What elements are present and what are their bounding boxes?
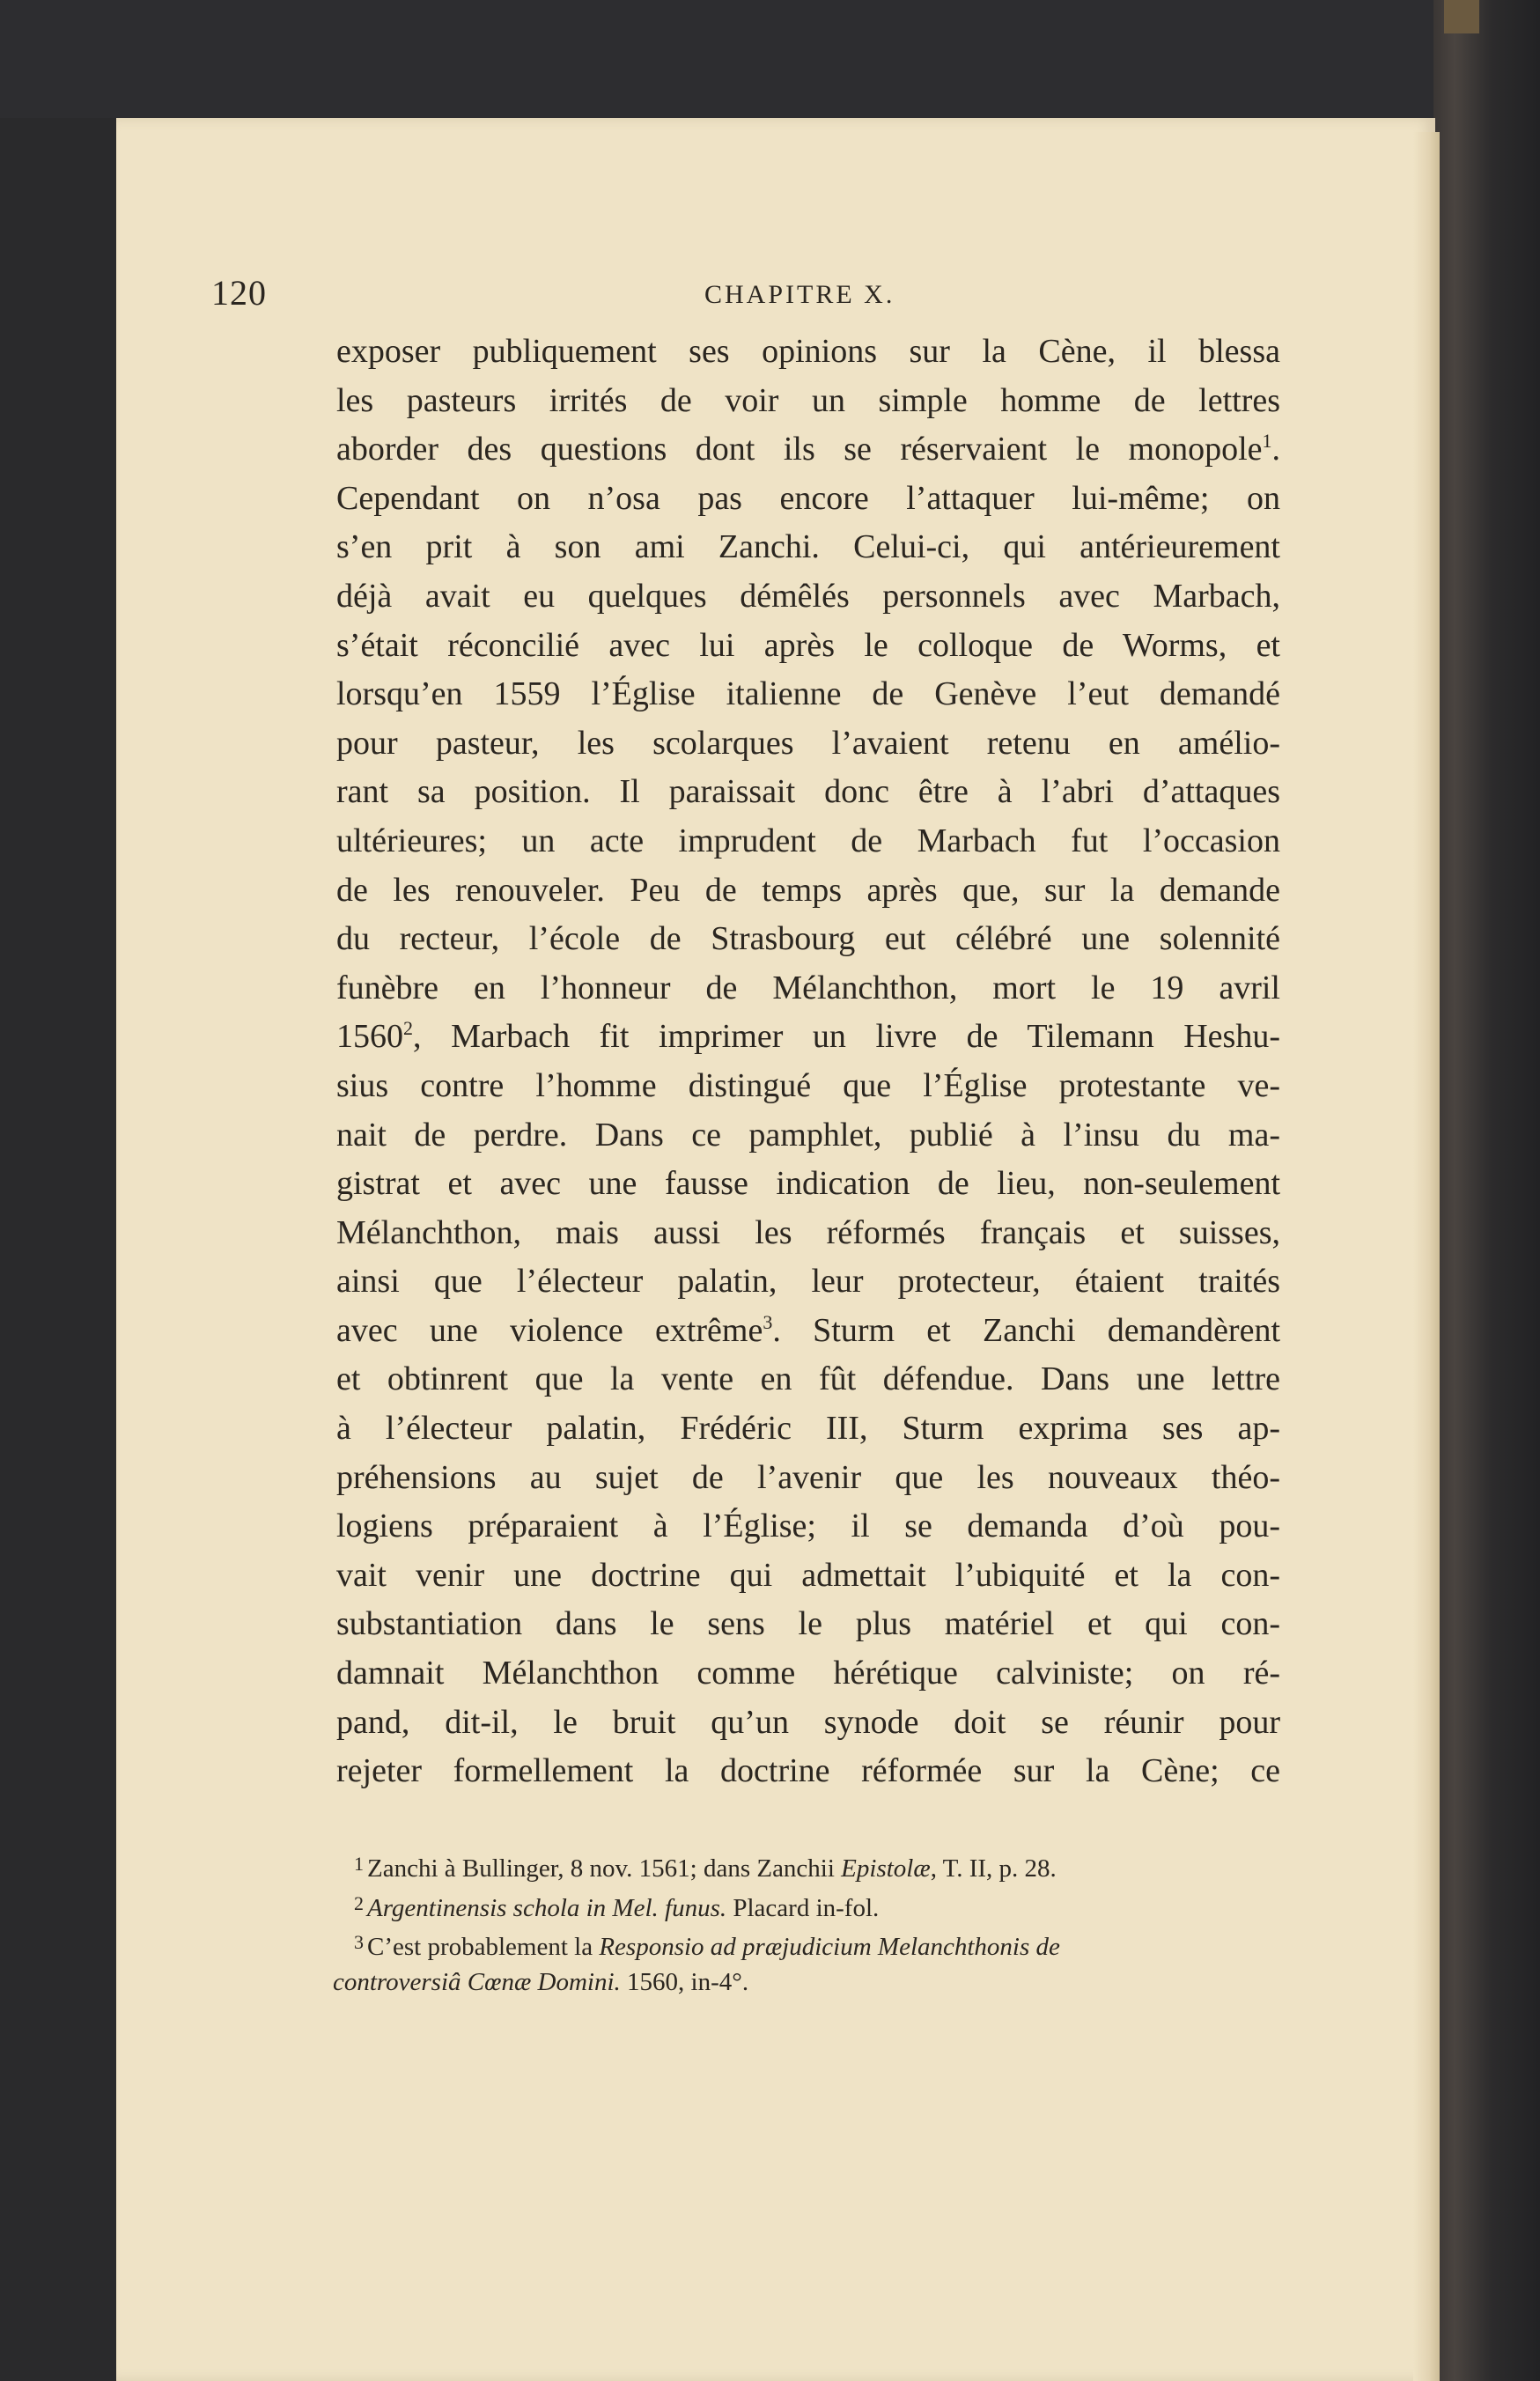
text-segment: aborder des questions dont ils se réservaient le monopole	[336, 431, 1263, 468]
footnote-title: Responsio ad præjudicium Melanchthonis de	[599, 1933, 1060, 1961]
text-line: nait de perdre. Dans ce pamphlet, publié à l’insu du ma-	[336, 1116, 1280, 1154]
text-line: ultérieures; un acte imprudent de Marbach fut l’occasion	[336, 822, 1280, 859]
text-line: du recteur, l’école de Strasbourg eut célébré une solennité	[336, 920, 1280, 958]
footnote-mark: 3	[354, 1931, 364, 1953]
footnote-title: controversiâ Cœnæ Domini.	[333, 1967, 621, 1996]
text-line: pand, dit-il, le bruit qu’un synode doit se réunir pour	[336, 1703, 1280, 1741]
text-line: rant sa position. Il paraissait donc être à l’abri d’attaques	[336, 773, 1280, 811]
note-mark-3: 3	[763, 1310, 773, 1333]
footnote-text: Zanchi à Bullinger, 8 nov. 1561; dans Zanchii	[367, 1854, 835, 1883]
footnote-text: C’est probablement la	[367, 1933, 593, 1961]
footnote-text: Placard in-fol.	[733, 1893, 880, 1922]
page-number: 120	[211, 273, 267, 313]
text-line: gistrat et avec une fausse indication de lieu, non-seulement	[336, 1165, 1280, 1203]
text-line: vait venir une doctrine qui admettait l’ubiquité et la con-	[336, 1556, 1280, 1594]
note-mark-2: 2	[403, 1017, 413, 1040]
text-line: sius contre l’homme distingué que l’Église protestante ve-	[336, 1066, 1280, 1104]
text-line: funèbre en l’honneur de Mélanchthon, mort le 19 avril	[336, 969, 1280, 1006]
text-segment: Sturm et Zanchi demandèrent	[813, 1311, 1281, 1349]
running-head-chapter: CHAPITRE X.	[704, 280, 895, 309]
footnote-title: Argentinensis schola in Mel. funus.	[367, 1893, 727, 1922]
text-line: pour pasteur, les scolarques l’avaient retenu en amélio-	[336, 724, 1280, 762]
footnote-2	[354, 1884, 1291, 1924]
text-line: déjà avait eu quelques démêlés personnels avec Marbach,	[336, 577, 1280, 615]
text-line: substantiation dans le sens le plus matériel et qui con-	[336, 1605, 1280, 1643]
text-line: 1560$^2$, Marbach fit imprimer un livre de Tilemann Heshu-	[336, 1017, 1280, 1056]
text-segment: .	[1271, 431, 1280, 468]
spine-tab	[1444, 0, 1479, 33]
footnote-text: , T. II, p. 28.	[930, 1854, 1057, 1883]
footnote-mark: 2	[354, 1891, 364, 1914]
text-segment: Marbach fit imprimer un livre de Tilemann Heshu-	[451, 1018, 1280, 1056]
text-line: rejeter formellement la doctrine réformée sur la Cène; ce	[336, 1752, 1280, 1790]
text-line: Mélanchthon, mais aussi les réformés français et suisses,	[336, 1213, 1280, 1251]
footnote-title: Epistolæ	[841, 1854, 931, 1883]
text-line	[336, 425, 1280, 475]
text-line: les pasteurs irrités de voir un simple homme de lettres	[336, 381, 1280, 419]
footnote-3-continued	[333, 1963, 1291, 2002]
footnote-mark: 1	[354, 1853, 364, 1875]
text-line: à l’électeur palatin, Frédéric III, Sturm exprima ses ap-	[336, 1410, 1280, 1448]
note-mark-1: 1	[1262, 430, 1272, 453]
text-segment: avec une violence extrême	[336, 1311, 763, 1349]
book-spine	[1433, 0, 1540, 2381]
text-line: damnait Mélanchthon comme hérétique calviniste; on ré-	[336, 1655, 1280, 1692]
text-line: et obtinrent que la vente en fût défendue. Dans une lettre	[336, 1360, 1280, 1398]
text-line: avec une violence extrême$^3$. Sturm et Zanchi demandèrent	[336, 1310, 1281, 1349]
text-line: exposer publiquement ses opinions sur la Cène, il blessa	[336, 333, 1280, 370]
footnote-1	[354, 1845, 1291, 1884]
text-line: préhensions au sujet de l’avenir que les nouveaux théo-	[336, 1458, 1280, 1496]
text-line: logiens préparaient à l’Église; il se demanda d’où pou-	[336, 1507, 1280, 1545]
scan-top-band	[0, 0, 1540, 118]
footnote-text: 1560, in-4°.	[627, 1967, 749, 1996]
text-line: s’en prit à son ami Zanchi. Celui-ci, qui antérieurement	[336, 528, 1280, 566]
text-line: ainsi que l’électeur palatin, leur protecteur, étaient traités	[336, 1263, 1280, 1301]
text-line: de les renouveler. Peu de temps après que, sur la demande	[336, 871, 1280, 909]
text-line: s’était réconcilié avec lui après le colloque de Worms, et	[336, 626, 1280, 664]
footnotes	[333, 1845, 1291, 2001]
footnote-3	[354, 1923, 1291, 1963]
text-line: Cependant on n’osa pas encore l’attaquer lui-même; on	[336, 479, 1280, 517]
text-segment: 1560	[336, 1018, 403, 1056]
text-line: lorsqu’en 1559 l’Église italienne de Genève l’eut demandé	[336, 675, 1280, 713]
body-text	[336, 328, 1280, 1796]
page-edge-shadow	[1413, 132, 1440, 2381]
